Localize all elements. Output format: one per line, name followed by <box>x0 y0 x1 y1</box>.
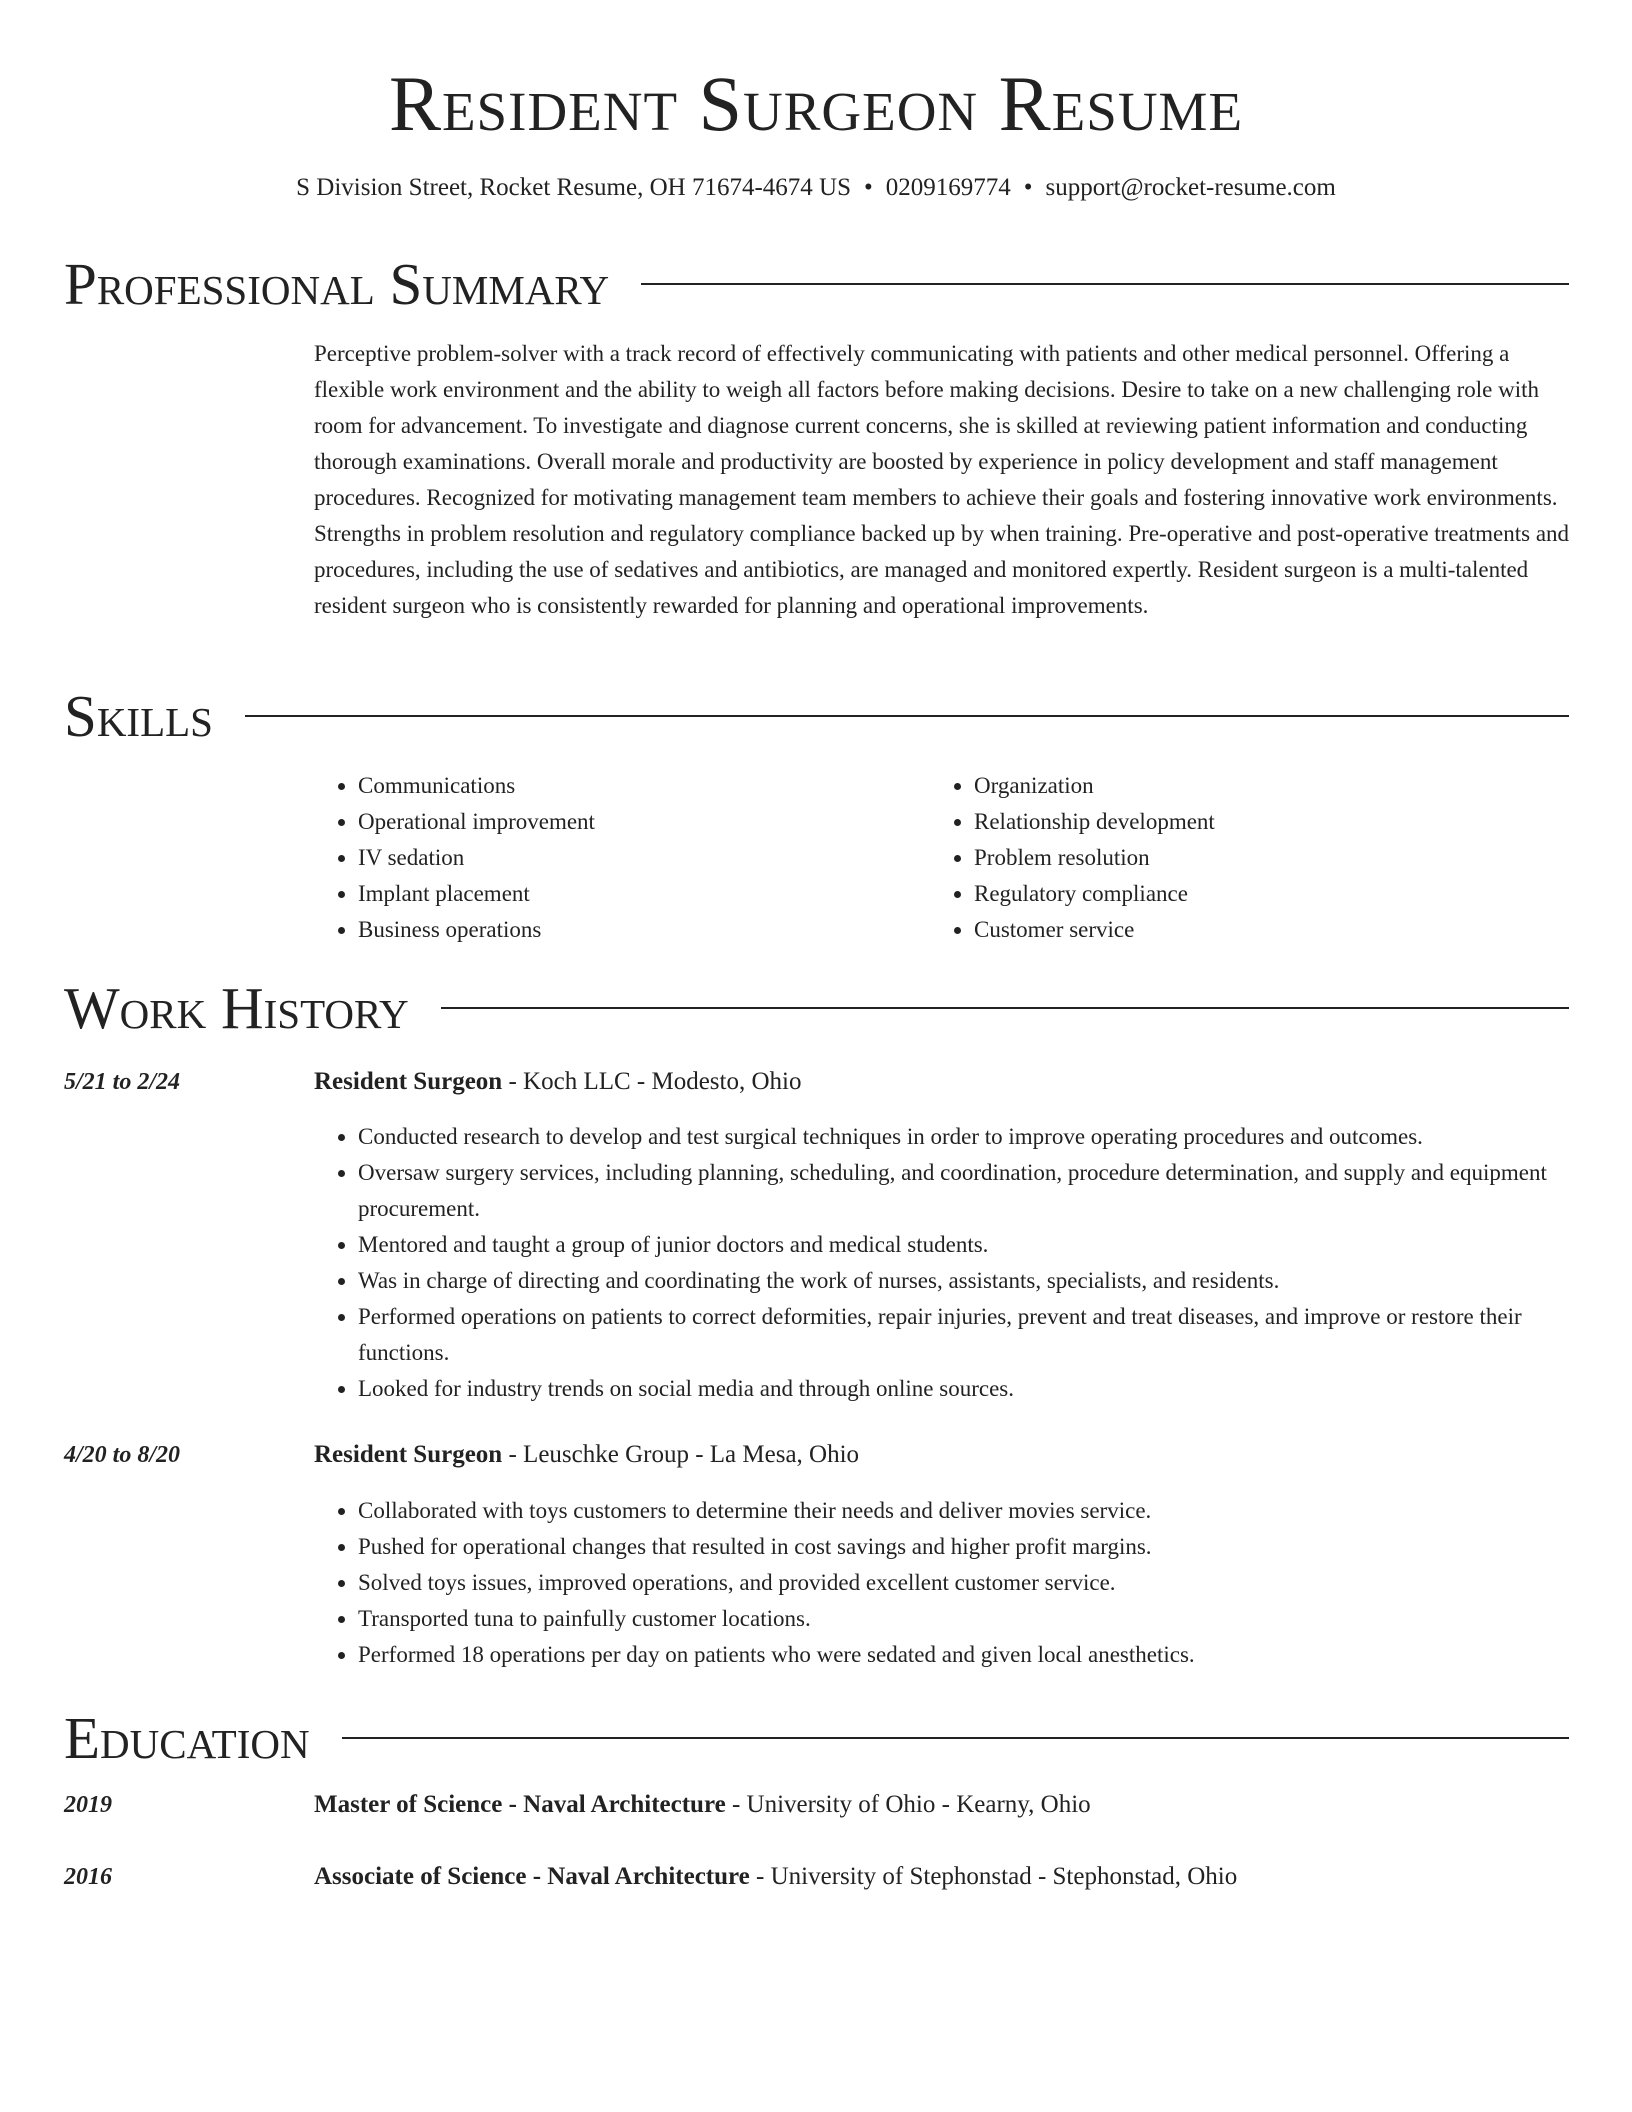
summary-text: Perceptive problem-solver with a track record of effectively communicating with patients and other medical personnel. Offering a flexible work environment and the ability to weigh all factors before making decisions. Desire to take on a new challenging role with room for advancement. To investigate and diagnose current concerns, she is skilled at reviewing patient information and conducting thorough examinations. Overall morale and productivity are boosted by experience in policy development and staff management procedures. Recognized for motivating management team members to achieve their goals and fostering innovative work environments. Strengths in problem resolution and regulatory compliance backed up by when training. Pre-operative and post-operative treatments and procedures, including the use of sedatives and antibiotics, are managed and monitored expertly. Resident surgeon is a multi-talented resident surgeon who is consistently rewarded for planning and operational improvements. <box>314 341 1570 618</box>
work-heading: Work History <box>64 975 409 1041</box>
section-divider <box>245 715 1569 717</box>
skill-item: • Business operations <box>358 912 914 948</box>
job-bullets <box>314 1493 1572 1673</box>
education-section-header <box>64 1706 1569 1770</box>
skills-section-header <box>64 684 1569 748</box>
summary-heading: Professional Summary <box>64 251 610 317</box>
education-entry <box>314 1861 1572 1893</box>
skill-item: • Problem resolution <box>974 840 1530 876</box>
contact-email: support@rocket-resume.com <box>1045 174 1336 201</box>
education-heading: Education <box>64 1705 310 1771</box>
skill-item: • Implant placement <box>358 876 914 912</box>
job-bullet: • Oversaw surgery services, including planning, scheduling, and coordination, procedure determination, and supply and equipment procurement. <box>358 1155 1572 1227</box>
education-school: - University of Ohio - Kearny, Ohio <box>725 1791 1091 1818</box>
skills-column-right <box>930 768 1530 948</box>
contact-separator: • <box>1023 174 1033 201</box>
job-bullet: • Solved toys issues, improved operations, and provided excellent customer service. <box>358 1565 1572 1601</box>
job-bullet: • Pushed for operational changes that resulted in cost savings and higher profit margins. <box>358 1529 1572 1565</box>
summary-section-header <box>64 252 1569 316</box>
skill-item: • Operational improvement <box>358 804 914 840</box>
resume-title: Resident Surgeon Resume <box>388 60 1244 147</box>
job-title-line <box>314 1066 1572 1098</box>
education-entry <box>314 1789 1572 1821</box>
skills-heading: Skills <box>64 683 213 749</box>
skill-item: • Organization <box>974 768 1530 804</box>
education-school: - University of Stephonstad - Stephonstad, Ohio <box>749 1863 1238 1890</box>
skill-item: • Customer service <box>974 912 1530 948</box>
job-employer: - Leuschke Group - La Mesa, Ohio <box>502 1441 860 1468</box>
job-dates: 4/20 to 8/20 <box>64 1442 181 1468</box>
education-degree: Associate of Science - Naval Architecture <box>314 1863 750 1890</box>
work-section-header <box>64 976 1569 1040</box>
job-title: Resident Surgeon <box>314 1441 503 1468</box>
job-dates: 5/21 to 2/24 <box>64 1069 181 1095</box>
education-year: 2016 <box>64 1864 112 1890</box>
job-bullet: • Looked for industry trends on social media and through online sources. <box>358 1371 1572 1407</box>
section-divider <box>641 283 1569 285</box>
section-divider <box>342 1737 1569 1739</box>
contact-phone: 0209169774 <box>885 174 1011 201</box>
job-bullet: • Collaborated with toys customers to determine their needs and deliver movies service. <box>358 1493 1572 1529</box>
job-bullet: • Mentored and taught a group of junior doctors and medical students. <box>358 1227 1572 1263</box>
contact-line <box>0 172 1632 204</box>
job-bullet: • Performed 18 operations per day on patients who were sedated and given local anesthetics. <box>358 1637 1572 1673</box>
job-title: Resident Surgeon <box>314 1068 503 1095</box>
job-employer: - Koch LLC - Modesto, Ohio <box>502 1068 802 1095</box>
section-divider <box>441 1007 1569 1009</box>
education-degree: Master of Science - Naval Architecture <box>314 1791 726 1818</box>
skill-item: • Relationship development <box>974 804 1530 840</box>
skills-column-left <box>314 768 914 948</box>
contact-separator: • <box>864 174 873 201</box>
job-bullets <box>314 1119 1572 1407</box>
job-bullet: • Transported tuna to painfully customer locations. <box>358 1601 1572 1637</box>
job-bullet: • Was in charge of directing and coordinating the work of nurses, assistants, specialists, and residents. <box>358 1263 1572 1299</box>
education-year: 2019 <box>64 1792 112 1818</box>
job-title-line <box>314 1439 1572 1471</box>
skill-item: • IV sedation <box>358 840 914 876</box>
skill-item: • Communications <box>358 768 914 804</box>
job-bullet: • Performed operations on patients to correct deformities, repair injuries, prevent and treat diseases, and improve or restore their functions. <box>358 1299 1572 1371</box>
skill-item: • Regulatory compliance <box>974 876 1530 912</box>
contact-address: S Division Street, Rocket Resume, OH 71674-4674 US <box>296 174 851 201</box>
job-bullet: • Conducted research to develop and test surgical techniques in order to improve operating procedures and outcomes. <box>358 1119 1572 1155</box>
